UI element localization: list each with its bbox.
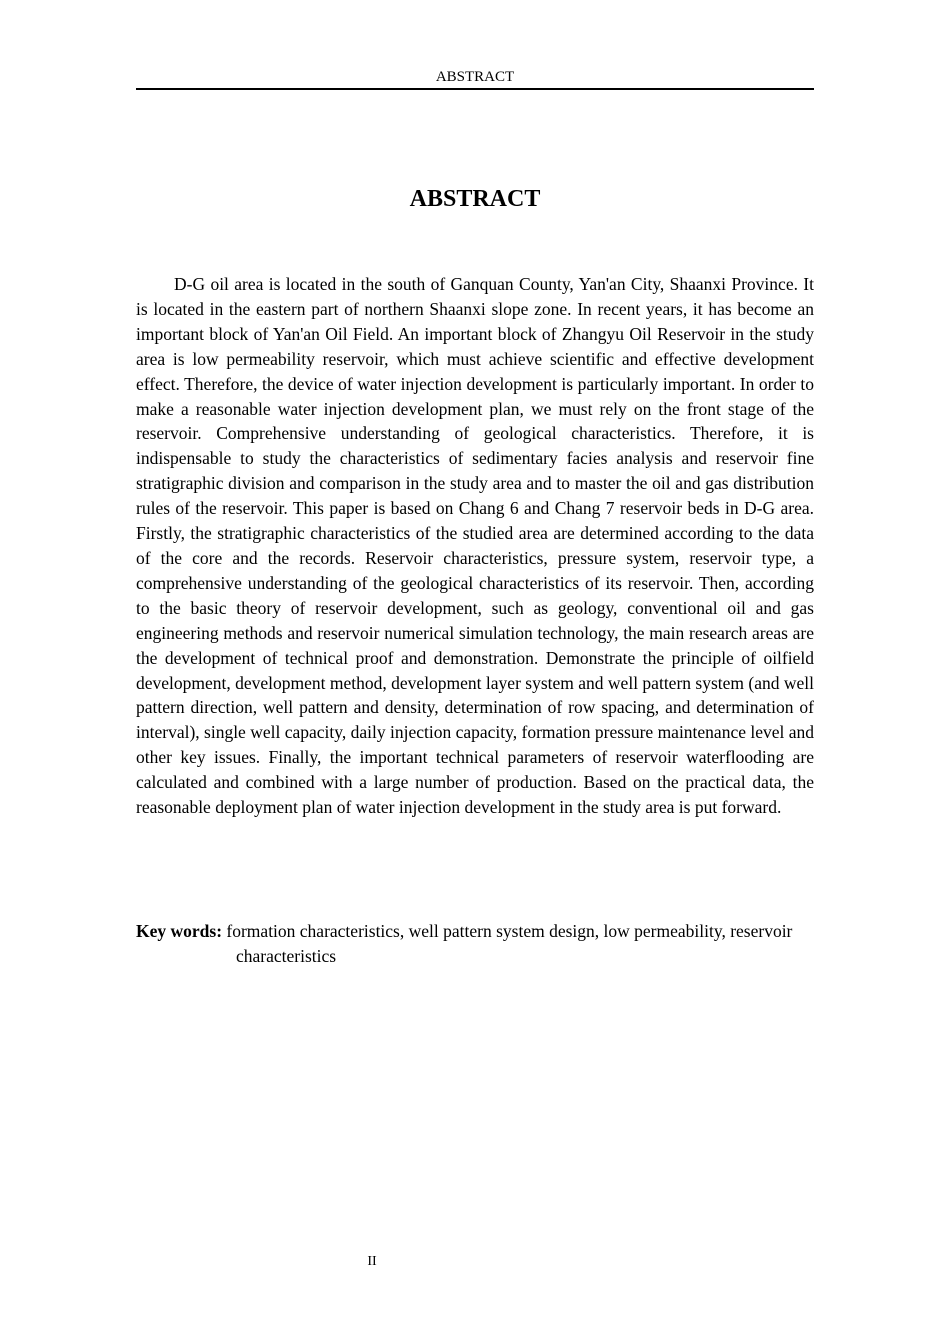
abstract-body: D-G oil area is located in the south of Ganquan County, Yan'an City, Shaanxi Province. It is located in the eastern part of northern Shaanxi slope zone. In recent years, it has become an important block of Yan'an Oil Field. An important block of Zhangyu Oil Reservoir in the study area is low permeability reservoir, which must achieve scientific and effective development effect. Therefore, the device of water injection development is particularly important. In order to make a reasonable water injection development plan, we must rely on the front stage of the reservoir. Comprehensive understanding of geological characteristics. Therefore, it is indispensable to study the characteristics of sedimentary facies analysis and reservoir fine stratigraphic division and comparison in the study area and to master the oil and gas distribution rules of the reservoir. This paper is based on Chang 6 and Chang 7 reservoir beds in D-G area. Firstly, the stratigraphic characteristics of the studied area are determined according to the data of the core and the records. Reservoir characteristics, pressure system, reservoir type, a comprehensive understanding of the geological characteristics of its reservoir. Then, according to the basic theory of reservoir development, such as geology, conventional oil and gas engineering methods and reservoir numerical simulation technology, the main research areas are the development of technical proof and demonstration. Demonstrate the principle of oilfield development, development method, development layer system and well pattern system (and well pattern direction, well pattern and density, determination of row spacing, and determination of interval), single well capacity, daily injection capacity, formation pressure maintenance level and other key issues. Finally, the important technical parameters of reservoir waterflooding are calculated and combined with a large number of production. Based on the practical data, the reasonable deployment plan of water injection development in the study area is put forward. bbox=[136, 274, 815, 818]
page-number: II bbox=[367, 1254, 377, 1269]
running-header: ABSTRACT bbox=[435, 69, 515, 85]
page-title: ABSTRACT bbox=[409, 186, 541, 212]
header-rule bbox=[136, 88, 814, 90]
keywords-line bbox=[136, 919, 814, 969]
keywords-label: Key words: bbox=[136, 921, 223, 941]
keywords-text: formation characteristics, well pattern system design, low permeability, reservoir characteristics bbox=[226, 921, 793, 966]
